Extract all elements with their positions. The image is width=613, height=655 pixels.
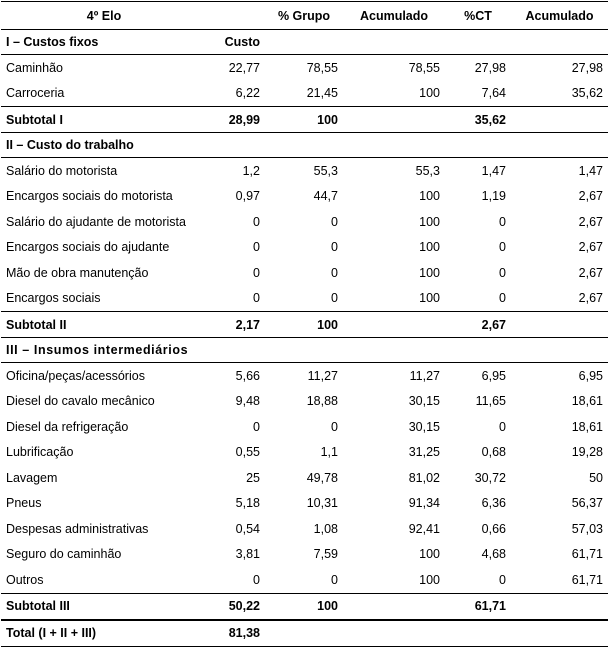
cell-pct-grupo: 1,08	[313, 521, 338, 536]
cell-label: Encargos sociais do ajudante	[6, 240, 170, 255]
cell-pct-ct: 4,68	[481, 547, 506, 562]
cell-acumulado-ct: 18,61	[571, 394, 603, 409]
section-empty-cell	[445, 133, 511, 158]
cell-pct-grupo: 0	[331, 419, 338, 434]
section-empty-cell	[511, 338, 608, 363]
total-row	[1, 620, 608, 647]
cell-pct-grupo: 10,31	[306, 496, 338, 511]
cell-label: Salário do ajudante de motorista	[6, 214, 186, 229]
table-row	[1, 260, 608, 286]
cell-acumulado-ct: 61,71	[571, 547, 603, 562]
cell-acumulado-ct	[511, 312, 608, 338]
section-empty-cell	[511, 30, 608, 55]
cell-pct-grupo: 55,3	[313, 163, 338, 178]
cell-label: Caminhão	[6, 60, 63, 75]
cell-pct-ct: 7,64	[481, 86, 506, 101]
header-pct-grupo: % Grupo	[277, 8, 331, 23]
cell-label: Mão de obra manutenção	[6, 265, 149, 280]
cell-acumulado: 100	[419, 240, 440, 255]
cell-acumulado: 11,27	[409, 368, 440, 383]
cell-pct-grupo: 0	[331, 265, 338, 280]
cost-table	[1, 1, 608, 647]
subtotal-row	[1, 593, 608, 620]
cell-acumulado	[343, 620, 445, 647]
cell-custo: 81,38	[207, 620, 265, 647]
table-row	[1, 363, 608, 389]
cell-pct-ct: 0	[499, 572, 506, 587]
header-elo: 4º Elo	[86, 8, 122, 23]
cell-acumulado-ct: 56,37	[571, 496, 603, 511]
cell-custo: 0,54	[235, 521, 260, 536]
cell-custo: 0	[253, 291, 260, 306]
section-title-value	[207, 338, 265, 363]
table-row	[1, 491, 608, 517]
cell-label: Subtotal I	[1, 107, 207, 133]
table-row	[1, 389, 608, 415]
cell-pct-grupo: 0	[331, 240, 338, 255]
cell-pct-ct: 2,67	[445, 312, 511, 338]
cell-pct-ct: 1,47	[481, 163, 506, 178]
cell-acumulado-ct	[511, 107, 608, 133]
table-body	[1, 30, 608, 647]
cell-custo: 0	[253, 572, 260, 587]
cell-custo: 28,99	[207, 107, 265, 133]
cell-custo: 22,77	[228, 60, 260, 75]
cell-label: Lavagem	[6, 470, 58, 485]
cell-label: Total (I + II + III)	[1, 620, 207, 647]
table-row	[1, 286, 608, 312]
cell-pct-ct: 0	[499, 240, 506, 255]
cell-acumulado	[343, 107, 445, 133]
cell-acumulado: 100	[419, 214, 440, 229]
cell-label: Seguro do caminhão	[6, 547, 122, 562]
cell-acumulado-ct: 2,67	[578, 291, 603, 306]
table-row	[1, 440, 608, 466]
cell-pct-ct: 27,98	[474, 60, 506, 75]
cell-custo: 0,55	[235, 445, 260, 460]
cell-acumulado: 100	[419, 572, 440, 587]
cell-pct-grupo: 18,88	[306, 394, 338, 409]
cell-acumulado-ct: 57,03	[571, 521, 603, 536]
cell-label: Pneus	[6, 496, 42, 511]
cell-acumulado: 100	[419, 291, 440, 306]
cell-label: Subtotal III	[1, 593, 207, 620]
cell-acumulado-ct: 61,71	[571, 572, 603, 587]
table-row	[1, 542, 608, 568]
subtotal-row	[1, 312, 608, 338]
table-row	[1, 516, 608, 542]
table-row	[1, 567, 608, 593]
table-row	[1, 184, 608, 210]
section-empty-cell	[265, 338, 343, 363]
cell-pct-ct: 0	[499, 419, 506, 434]
cell-pct-ct: 30,72	[474, 470, 506, 485]
cell-pct-ct: 1,19	[481, 189, 506, 204]
cell-acumulado: 100	[419, 547, 440, 562]
cell-acumulado-ct: 27,98	[571, 60, 603, 75]
table-row	[1, 158, 608, 184]
cell-acumulado-ct: 18,61	[571, 419, 603, 434]
cell-label: Encargos sociais	[6, 291, 101, 306]
section-title-value	[207, 133, 265, 158]
cell-pct-grupo: 0	[331, 214, 338, 229]
section-empty-cell	[445, 338, 511, 363]
cell-acumulado: 100	[419, 189, 440, 204]
cell-custo: 2,17	[207, 312, 265, 338]
cell-pct-ct: 0	[499, 291, 506, 306]
cell-pct-ct: 11,65	[475, 394, 506, 409]
cell-pct-ct: 35,62	[445, 107, 511, 133]
cell-pct-ct: 61,71	[445, 593, 511, 620]
section-empty-cell	[343, 338, 445, 363]
cell-pct-grupo	[265, 620, 343, 647]
section-empty-cell	[265, 133, 343, 158]
cell-pct-grupo: 7,59	[313, 547, 338, 562]
table-row	[1, 209, 608, 235]
section-empty-cell	[265, 30, 343, 55]
section-title-value: Custo	[207, 30, 265, 55]
cell-custo: 0	[253, 240, 260, 255]
cell-pct-ct: 6,95	[481, 368, 506, 383]
cell-custo: 50,22	[207, 593, 265, 620]
cell-custo: 0	[253, 214, 260, 229]
section-empty-cell	[343, 133, 445, 158]
cell-label: Salário do motorista	[6, 163, 118, 178]
cell-custo: 25	[246, 470, 260, 485]
cell-pct-grupo: 0	[331, 291, 338, 306]
table-row	[1, 414, 608, 440]
cell-acumulado-ct	[511, 593, 608, 620]
header-acumulado-ct: Acumulado	[525, 8, 594, 23]
cell-acumulado: 31,25	[408, 445, 440, 460]
section-title: III – Insumos intermediários	[1, 338, 207, 363]
section-title: II – Custo do trabalho	[1, 133, 207, 158]
cell-acumulado: 91,34	[408, 496, 440, 511]
cell-pct-grupo: 11,27	[307, 368, 338, 383]
cell-label: Diesel do cavalo mecânico	[6, 394, 155, 409]
cell-label: Oficina/peças/acessórios	[6, 368, 145, 383]
cell-pct-grupo: 100	[265, 593, 343, 620]
cell-custo: 1,2	[242, 163, 260, 178]
cell-acumulado: 92,41	[408, 521, 440, 536]
section-empty-cell	[445, 30, 511, 55]
section-title: I – Custos fixos	[1, 30, 207, 55]
cell-pct-grupo: 49,78	[306, 470, 338, 485]
cell-acumulado-ct	[511, 620, 608, 647]
cell-acumulado	[343, 312, 445, 338]
table-row	[1, 465, 608, 491]
cell-custo: 0	[253, 265, 260, 280]
cell-label: Encargos sociais do motorista	[6, 189, 173, 204]
cell-label: Subtotal II	[1, 312, 207, 338]
cell-acumulado: 78,55	[408, 60, 440, 75]
cell-acumulado: 30,15	[408, 419, 440, 434]
cell-pct-grupo: 0	[331, 572, 338, 587]
table-row	[1, 81, 608, 107]
cell-acumulado-ct: 50	[589, 470, 603, 485]
cell-acumulado	[343, 593, 445, 620]
cell-pct-grupo: 100	[265, 107, 343, 133]
section-empty-cell	[343, 30, 445, 55]
cell-acumulado: 81,02	[408, 470, 440, 485]
cell-acumulado-ct: 2,67	[578, 265, 603, 280]
cell-custo: 5,66	[235, 368, 260, 383]
cell-label: Carroceria	[6, 86, 65, 101]
cell-acumulado: 30,15	[408, 394, 440, 409]
cell-acumulado-ct: 2,67	[578, 240, 603, 255]
cell-pct-ct: 0,68	[481, 445, 506, 460]
section-header-row	[1, 30, 608, 55]
header-custo	[207, 2, 265, 30]
cell-pct-ct: 0	[499, 265, 506, 280]
header-acumulado: Acumulado	[359, 8, 429, 23]
cell-acumulado-ct: 2,67	[578, 189, 603, 204]
cell-acumulado-ct: 2,67	[578, 214, 603, 229]
cell-label: Despesas administrativas	[6, 521, 149, 536]
header-row	[1, 2, 608, 30]
section-empty-cell	[511, 133, 608, 158]
cell-acumulado-ct: 19,28	[571, 445, 603, 460]
cell-pct-ct: 0	[499, 214, 506, 229]
cell-acumulado: 100	[419, 86, 440, 101]
cell-acumulado: 55,3	[415, 163, 440, 178]
header-pct-ct: %CT	[464, 8, 492, 23]
cell-custo: 6,22	[235, 86, 260, 101]
section-header-row	[1, 338, 608, 363]
cell-acumulado-ct: 6,95	[578, 368, 603, 383]
cell-acumulado-ct: 1,47	[578, 163, 603, 178]
cell-pct-grupo: 1,1	[320, 445, 338, 460]
cell-custo: 0,97	[235, 189, 260, 204]
cell-pct-ct: 6,36	[481, 496, 506, 511]
cell-custo: 5,18	[235, 496, 260, 511]
cell-acumulado-ct: 35,62	[571, 86, 603, 101]
cell-label: Outros	[6, 572, 44, 587]
table-row	[1, 55, 608, 81]
cell-pct-grupo: 44,7	[313, 189, 338, 204]
cell-pct-grupo: 21,45	[306, 86, 338, 101]
cell-pct-ct	[445, 620, 511, 647]
cell-custo: 9,48	[235, 394, 260, 409]
cell-pct-ct: 0,66	[481, 521, 506, 536]
subtotal-row	[1, 107, 608, 133]
table-row	[1, 235, 608, 261]
cell-custo: 3,81	[235, 547, 260, 562]
cell-acumulado: 100	[419, 265, 440, 280]
cell-custo: 0	[253, 419, 260, 434]
cell-pct-grupo: 78,55	[306, 60, 338, 75]
section-header-row	[1, 133, 608, 158]
cell-label: Lubrificação	[6, 445, 74, 460]
cell-pct-grupo: 100	[265, 312, 343, 338]
cell-label: Diesel da refrigeração	[6, 419, 129, 434]
